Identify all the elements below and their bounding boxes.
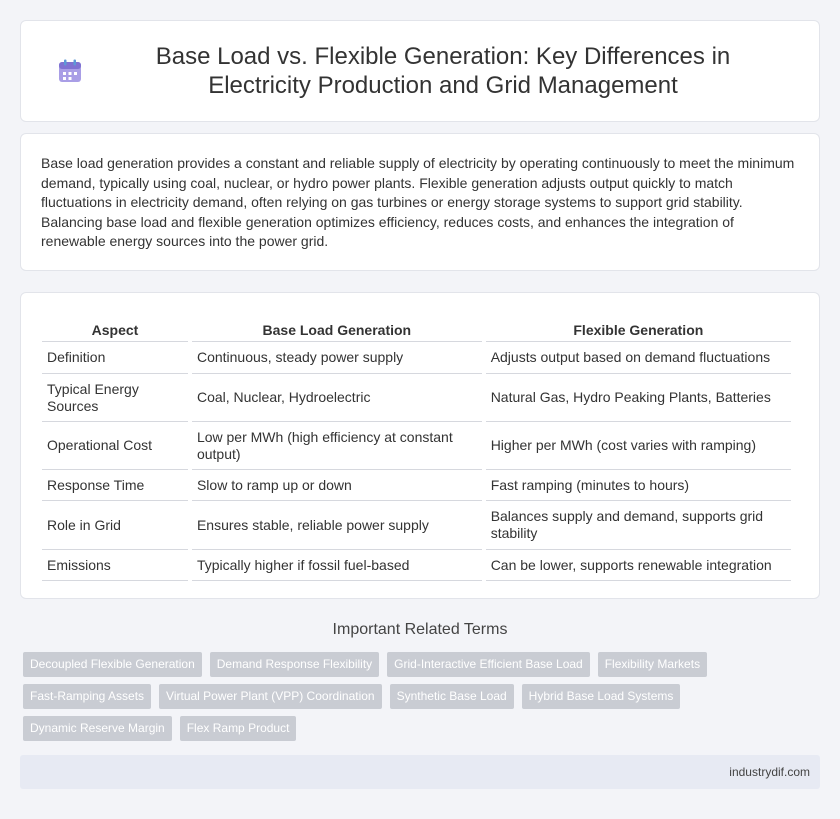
footer xyxy=(20,755,820,789)
cell-base-load: Typically higher if fossil fuel-based xyxy=(192,550,482,581)
cell-flexible: Fast ramping (minutes to hours) xyxy=(486,470,791,501)
cell-aspect: Response Time xyxy=(42,470,188,501)
footer-site-link[interactable]: industrydif.com xyxy=(729,765,810,779)
cell-flexible: Natural Gas, Hydro Peaking Plants, Batteries xyxy=(486,374,791,422)
comparison-table xyxy=(38,313,795,581)
cell-flexible: Higher per MWh (cost varies with ramping) xyxy=(486,422,791,470)
cell-base-load: Ensures stable, reliable power supply xyxy=(192,501,482,550)
header-base-load: Base Load Generation xyxy=(192,313,482,342)
related-term-tag[interactable]: Grid-Interactive Efficient Base Load xyxy=(387,652,590,677)
header-flexible: Flexible Generation xyxy=(486,313,791,342)
cell-aspect: Role in Grid xyxy=(42,501,188,550)
table-card xyxy=(20,292,820,599)
cell-aspect: Typical Energy Sources xyxy=(42,374,188,422)
table-header-row xyxy=(42,313,791,342)
cell-base-load: Coal, Nuclear, Hydroelectric xyxy=(192,374,482,422)
related-term-tag[interactable]: Virtual Power Plant (VPP) Coordination xyxy=(159,684,382,709)
table-row xyxy=(42,501,791,550)
header-aspect: Aspect xyxy=(42,313,188,342)
table-row xyxy=(42,470,791,501)
cell-base-load: Continuous, steady power supply xyxy=(192,342,482,374)
page-title: Base Load vs. Flexible Generation: Key Differences in Electricity Production and Grid Management xyxy=(155,43,731,99)
title-card xyxy=(20,20,820,122)
table-row xyxy=(42,422,791,470)
cell-flexible: Adjusts output based on demand fluctuations xyxy=(486,342,791,374)
cell-aspect: Definition xyxy=(42,342,188,374)
table-row xyxy=(42,374,791,422)
table-row xyxy=(42,550,791,581)
intro-card xyxy=(20,133,820,271)
related-term-tag[interactable]: Decoupled Flexible Generation xyxy=(23,652,202,677)
related-term-tag[interactable]: Dynamic Reserve Margin xyxy=(23,716,172,741)
related-term-tag[interactable]: Hybrid Base Load Systems xyxy=(522,684,681,709)
related-term-tag[interactable]: Flexibility Markets xyxy=(598,652,707,677)
cell-aspect: Emissions xyxy=(42,550,188,581)
cell-aspect: Operational Cost xyxy=(42,422,188,470)
related-terms-heading: Important Related Terms xyxy=(332,621,508,638)
related-terms-list xyxy=(23,652,723,748)
cell-flexible: Balances supply and demand, supports grid stability xyxy=(486,501,791,550)
related-term-tag[interactable]: Demand Response Flexibility xyxy=(210,652,379,677)
related-term-tag[interactable]: Synthetic Base Load xyxy=(390,684,514,709)
cell-flexible: Can be lower, supports renewable integration xyxy=(486,550,791,581)
intro-text: Base load generation provides a constant and reliable supply of electricity by operating continuously to meet the minimum demand, typically using coal, nuclear, or hydro power plants. Flexible generation adjusts output quickly to match fluctuations in electricity demand, often relying on gas turbines or energy storage systems to support grid stability. Balancing base load and flexible generation optimizes efficiency, reduces costs, and enhances the integration of renewable energy sources into the power grid. xyxy=(41,155,795,250)
table-row xyxy=(42,342,791,374)
related-term-tag[interactable]: Fast-Ramping Assets xyxy=(23,684,151,709)
cell-base-load: Slow to ramp up or down xyxy=(192,470,482,501)
cell-base-load: Low per MWh (high efficiency at constant output) xyxy=(192,422,482,470)
calendar-icon xyxy=(57,58,83,84)
related-term-tag[interactable]: Flex Ramp Product xyxy=(180,716,297,741)
